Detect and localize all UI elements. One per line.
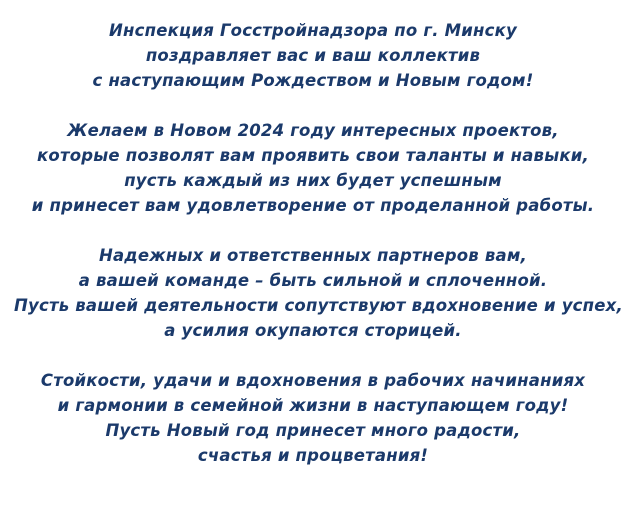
greeting-line: Надежных и ответственных партнеров вам, <box>98 246 528 265</box>
greeting-line: Стойкости, удачи и вдохновения в рабочих начинаниях <box>40 371 586 390</box>
greeting-line: с наступающим Рождеством и Новым годом! <box>92 71 534 90</box>
greeting-line: Пусть Новый год принесет много радости, <box>105 421 521 440</box>
greeting-line: а вашей команде – быть сильной и сплоченной. <box>78 271 548 290</box>
greeting-paragraph-4 <box>14 368 612 468</box>
greeting-paragraph-1 <box>14 18 612 93</box>
greeting-line: поздравляет вас и ваш коллектив <box>145 46 481 65</box>
greeting-paragraph-3 <box>14 243 623 343</box>
greeting-paragraph-2 <box>14 118 612 218</box>
greeting-line: и гармонии в семейной жизни в наступающем году! <box>57 396 569 415</box>
greeting-line: Инспекция Госстройнадзора по г. Минску <box>109 21 517 40</box>
greeting-line: и принесет вам удовлетворение от проделанной работы. <box>31 196 595 215</box>
greeting-line: а усилия окупаются сторицей. <box>164 321 462 340</box>
greeting-line: Желаем в Новом 2024 году интересных проектов, <box>67 121 559 140</box>
greeting-line: Пусть вашей деятельности сопутствуют вдохновение и успех, <box>14 296 623 315</box>
greeting-line: которые позволят вам проявить свои таланты и навыки, <box>37 146 589 165</box>
greeting-line: пусть каждый из них будет успешным <box>124 171 502 190</box>
greeting-line: счастья и процветания! <box>197 446 429 465</box>
